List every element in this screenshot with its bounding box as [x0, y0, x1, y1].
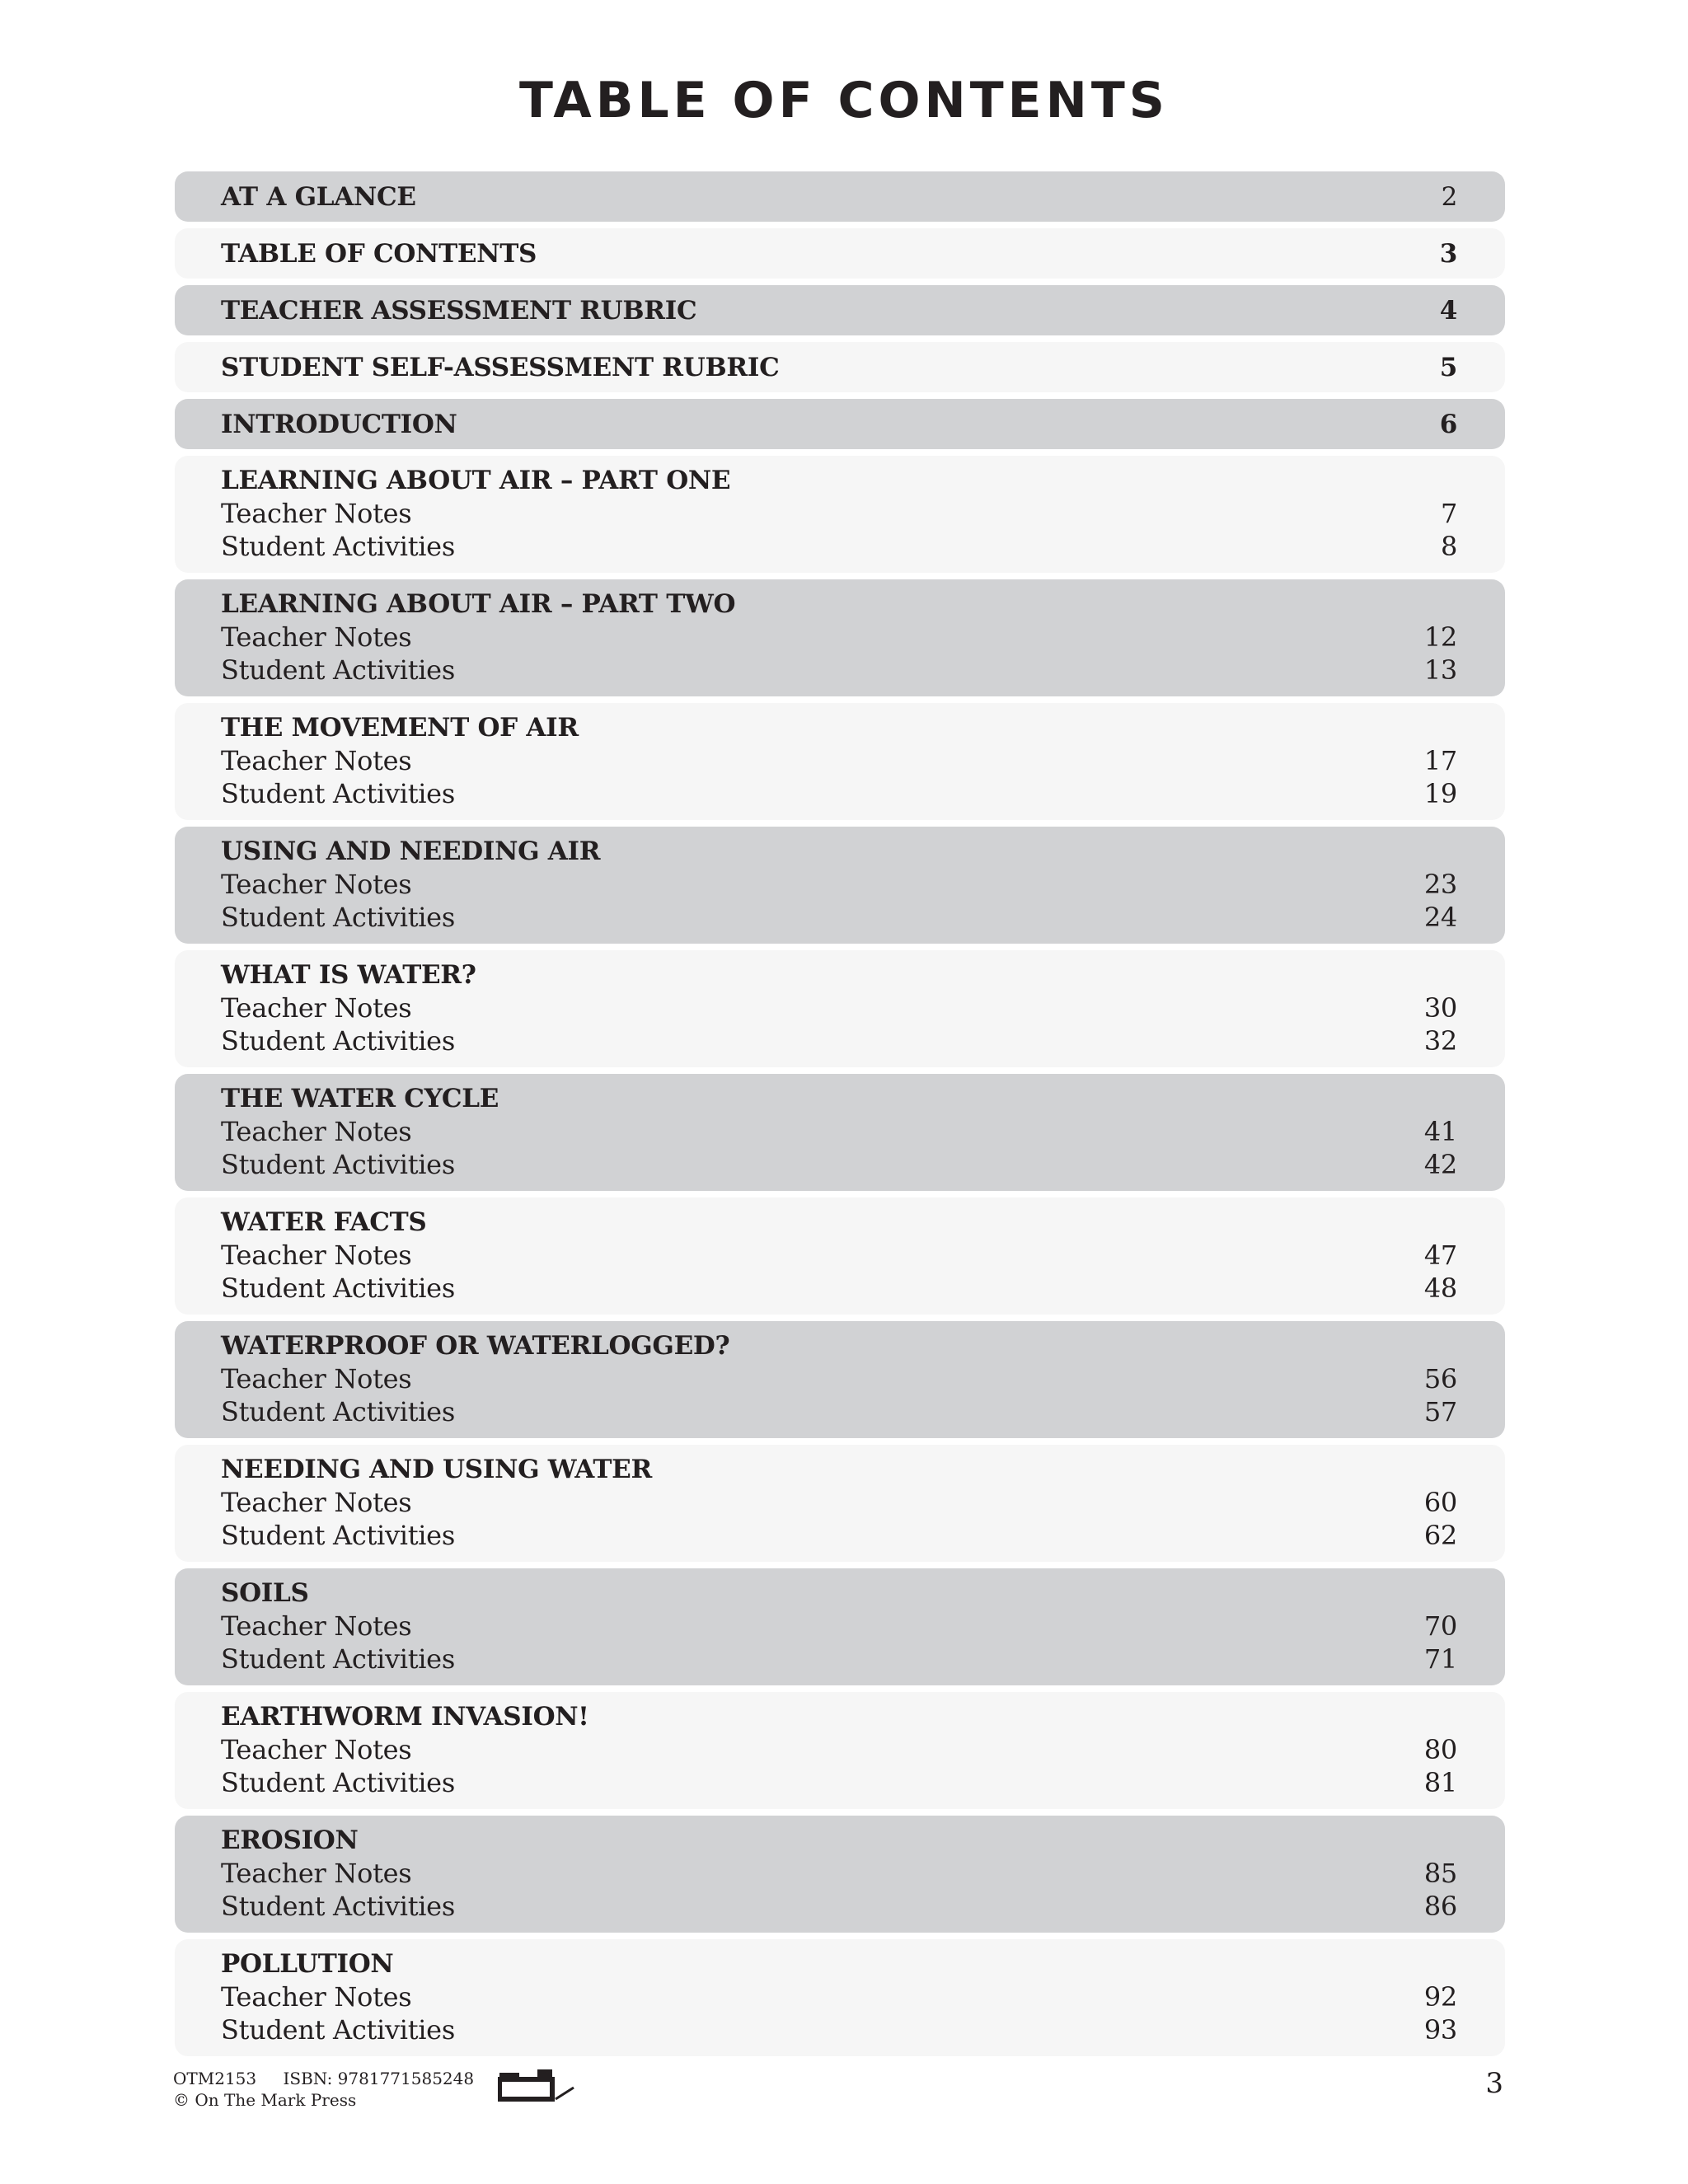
subentry-page: 71	[1423, 1643, 1457, 1675]
toc-subentry-student-activities[interactable]	[221, 1272, 1457, 1305]
subentry-page: 92	[1423, 1981, 1457, 2013]
toc-section[interactable]	[175, 579, 1505, 696]
toc-entry[interactable]	[175, 171, 1505, 222]
toc-section-title: EARTHWORM INVASION!	[221, 1702, 589, 1732]
subentry-label: Teacher Notes	[221, 621, 412, 653]
toc-subentry-teacher-notes[interactable]	[221, 744, 1457, 777]
toc-section-title: LEARNING ABOUT AIR – PART TWO	[221, 589, 736, 619]
footer-line-1	[173, 2068, 474, 2089]
page-number: 3	[1485, 2067, 1503, 2100]
subentry-page: 57	[1423, 1396, 1457, 1427]
toc-subentry-student-activities[interactable]	[221, 654, 1457, 687]
toc-entry[interactable]	[175, 285, 1505, 335]
subentry-label: Teacher Notes	[221, 1487, 412, 1518]
subentry-label: Teacher Notes	[221, 869, 412, 900]
subentry-page: 93	[1423, 2014, 1457, 2046]
table-of-contents	[175, 171, 1505, 2063]
toc-subentry-student-activities[interactable]	[221, 1766, 1457, 1799]
toc-section-title: EROSION	[221, 1825, 359, 1855]
subentry-page: 8	[1440, 531, 1457, 562]
subentry-label: Student Activities	[221, 902, 455, 933]
subentry-page: 7	[1440, 498, 1457, 529]
subentry-page: 41	[1423, 1116, 1457, 1147]
toc-subentry-teacher-notes[interactable]	[221, 1486, 1457, 1519]
toc-section[interactable]	[175, 1939, 1505, 2056]
subentry-page: 60	[1423, 1487, 1457, 1518]
toc-subentry-teacher-notes[interactable]	[221, 1115, 1457, 1148]
subentry-label: Student Activities	[221, 531, 455, 562]
subentry-label: Student Activities	[221, 1520, 455, 1551]
subentry-label: Student Activities	[221, 1643, 455, 1675]
subentry-page: 80	[1423, 1734, 1457, 1765]
subentry-page: 86	[1423, 1891, 1457, 1922]
subentry-label: Student Activities	[221, 2014, 455, 2046]
toc-subentry-student-activities[interactable]	[221, 2013, 1457, 2046]
toc-subentry-teacher-notes[interactable]	[221, 868, 1457, 901]
toc-section[interactable]	[175, 1197, 1505, 1315]
subentry-label: Teacher Notes	[221, 992, 412, 1024]
subentry-label: Teacher Notes	[221, 1116, 412, 1147]
subentry-label: Teacher Notes	[221, 1981, 412, 2013]
subentry-label: Student Activities	[221, 1025, 455, 1057]
subentry-page: 23	[1423, 869, 1457, 900]
subentry-page: 32	[1423, 1025, 1457, 1057]
subentry-page: 12	[1423, 621, 1457, 653]
toc-subentry-student-activities[interactable]	[221, 1643, 1457, 1675]
toc-section-title: LEARNING ABOUT AIR – PART ONE	[221, 466, 731, 495]
subentry-page: 81	[1423, 1767, 1457, 1798]
subentry-page: 13	[1423, 654, 1457, 686]
toc-section[interactable]	[175, 950, 1505, 1067]
subentry-label: Teacher Notes	[221, 498, 412, 529]
toc-entry-title: TABLE OF CONTENTS	[221, 238, 537, 269]
subentry-label: Teacher Notes	[221, 1363, 412, 1394]
toc-entry-page: 6	[1439, 409, 1457, 439]
toc-subentry-teacher-notes[interactable]	[221, 1362, 1457, 1395]
subentry-label: Teacher Notes	[221, 1240, 412, 1271]
copyright: © On The Mark Press	[173, 2090, 357, 2110]
toc-entry[interactable]	[175, 228, 1505, 279]
toc-section-title: THE WATER CYCLE	[221, 1084, 499, 1113]
toc-section[interactable]	[175, 827, 1505, 944]
toc-subentry-student-activities[interactable]	[221, 1024, 1457, 1057]
toc-section-title: NEEDING AND USING WATER	[221, 1455, 652, 1484]
subentry-page: 19	[1423, 778, 1457, 809]
toc-section[interactable]	[175, 1074, 1505, 1191]
toc-entry[interactable]	[175, 342, 1505, 392]
subentry-label: Student Activities	[221, 1272, 455, 1304]
subentry-page: 48	[1423, 1272, 1457, 1304]
toc-subentry-teacher-notes[interactable]	[221, 1239, 1457, 1272]
toc-entry-title: STUDENT SELF-ASSESSMENT RUBRIC	[221, 352, 780, 382]
toc-section-title: WATERPROOF OR WATERLOGGED?	[221, 1331, 730, 1361]
subentry-label: Teacher Notes	[221, 1858, 412, 1889]
toc-section-title: THE MOVEMENT OF AIR	[221, 713, 579, 743]
subentry-label: Student Activities	[221, 778, 455, 809]
subentry-page: 85	[1423, 1858, 1457, 1889]
subentry-label: Student Activities	[221, 1891, 455, 1922]
toc-section[interactable]	[175, 703, 1505, 820]
toc-subentry-teacher-notes[interactable]	[221, 991, 1457, 1024]
toc-entry-title: TEACHER ASSESSMENT RUBRIC	[221, 295, 697, 326]
publisher-logo-icon	[498, 2069, 575, 2104]
toc-section[interactable]	[175, 1816, 1505, 1933]
subentry-label: Student Activities	[221, 1149, 455, 1180]
toc-section-title: WHAT IS WATER?	[221, 960, 476, 990]
subentry-page: 42	[1423, 1149, 1457, 1180]
toc-entry-title: INTRODUCTION	[221, 409, 457, 439]
toc-subentry-teacher-notes[interactable]	[221, 1857, 1457, 1890]
toc-entry[interactable]	[175, 399, 1505, 449]
toc-section-title: WATER FACTS	[221, 1207, 427, 1237]
toc-subentry-student-activities[interactable]	[221, 901, 1457, 934]
toc-subentry-teacher-notes[interactable]	[221, 1733, 1457, 1766]
page-title: TABLE OF CONTENTS	[519, 72, 1169, 129]
subentry-page: 62	[1423, 1520, 1457, 1551]
toc-subentry-teacher-notes[interactable]	[221, 1980, 1457, 2013]
toc-section[interactable]	[175, 1692, 1505, 1809]
subentry-page: 30	[1423, 992, 1457, 1024]
product-code: OTM2153	[173, 2069, 257, 2088]
toc-section-title: USING AND NEEDING AIR	[221, 837, 601, 866]
toc-subentry-student-activities[interactable]	[221, 1148, 1457, 1181]
isbn: ISBN: 9781771585248	[283, 2069, 475, 2088]
subentry-page: 56	[1423, 1363, 1457, 1394]
toc-subentry-student-activities[interactable]	[221, 530, 1457, 563]
toc-subentry-student-activities[interactable]	[221, 1395, 1457, 1428]
toc-entry-page: 4	[1439, 295, 1457, 326]
toc-entry-page: 2	[1441, 181, 1457, 212]
footer-info	[173, 2068, 474, 2111]
subentry-label: Teacher Notes	[221, 1734, 412, 1765]
toc-entry-page: 3	[1439, 238, 1457, 269]
toc-section[interactable]	[175, 1568, 1505, 1685]
toc-entry-page: 5	[1439, 352, 1457, 382]
toc-subentry-teacher-notes[interactable]	[221, 1610, 1457, 1643]
toc-subentry-student-activities[interactable]	[221, 1890, 1457, 1923]
toc-subentry-teacher-notes[interactable]	[221, 497, 1457, 530]
subentry-label: Teacher Notes	[221, 745, 412, 776]
subentry-page: 24	[1423, 902, 1457, 933]
subentry-page: 70	[1423, 1610, 1457, 1642]
subentry-label: Teacher Notes	[221, 1610, 412, 1642]
subentry-page: 17	[1423, 745, 1457, 776]
subentry-page: 47	[1423, 1240, 1457, 1271]
subentry-label: Student Activities	[221, 654, 455, 686]
toc-entry-title: AT A GLANCE	[221, 181, 416, 212]
toc-section[interactable]	[175, 1321, 1505, 1438]
toc-section-title: POLLUTION	[221, 1949, 394, 1979]
toc-subentry-student-activities[interactable]	[221, 1519, 1457, 1552]
toc-section[interactable]	[175, 1445, 1505, 1562]
toc-section-title: SOILS	[221, 1578, 309, 1608]
toc-section[interactable]	[175, 456, 1505, 573]
toc-subentry-teacher-notes[interactable]	[221, 621, 1457, 654]
subentry-label: Student Activities	[221, 1767, 455, 1798]
toc-subentry-student-activities[interactable]	[221, 777, 1457, 810]
subentry-label: Student Activities	[221, 1396, 455, 1427]
